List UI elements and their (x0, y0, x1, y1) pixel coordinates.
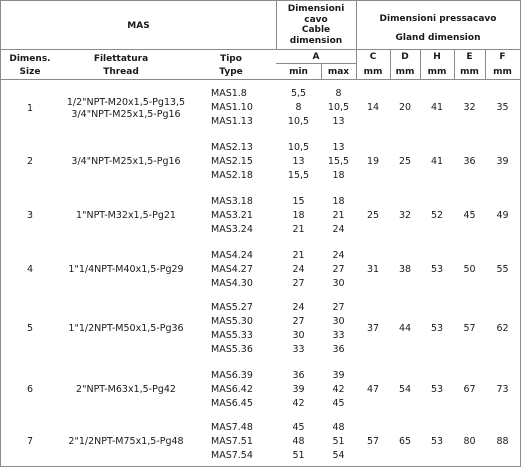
f-4: 55 (496, 264, 509, 275)
size-6: 6 (26, 384, 34, 395)
f-1: 35 (496, 102, 509, 113)
min-list-5: 24 27 30 33 (292, 302, 305, 355)
e-6: 67 (463, 384, 476, 395)
min-header: min (289, 67, 308, 77)
max-list-7: 48 51 54 (332, 422, 345, 461)
type-list-3: MAS3.18 MAS3.21 MAS3.24 (211, 196, 253, 235)
gland-dimension-header: Dimensioni pressacavo Gland dimension (379, 14, 497, 43)
type-list-2: MAS2.13 MAS2.15 MAS2.18 (211, 142, 253, 181)
size-7: 7 (26, 436, 34, 447)
max-list-4: 24 27 30 (332, 250, 345, 289)
e-5: 57 (463, 323, 476, 334)
size-header: Dimens. Size (9, 54, 51, 77)
thread-5: 1"1/2NPT-M50x1,5-Pg36 (68, 323, 184, 334)
min-list-4: 21 24 27 (292, 250, 305, 289)
c-5: 37 (366, 323, 380, 334)
e-2: 36 (463, 156, 476, 167)
max-header: max (327, 67, 350, 77)
h-2: 41 (430, 156, 444, 167)
max-list-1: 8 10,5 13 (327, 88, 350, 127)
type-header: Tipo Type (219, 54, 243, 77)
size-4: 4 (26, 264, 34, 275)
size-3: 3 (26, 210, 34, 221)
d-7: 65 (398, 436, 412, 447)
f-header: F (499, 52, 506, 62)
type-list-5: MAS5.27 MAS5.30 MAS5.33 MAS5.36 (211, 302, 253, 355)
c-3: 25 (366, 210, 380, 221)
type-list-6: MAS6.39 MAS6.42 MAS6.45 (211, 370, 253, 409)
c-header: C (369, 52, 377, 62)
e-unit: mm (460, 67, 479, 77)
h-5: 53 (430, 323, 444, 334)
c-unit: mm (363, 67, 383, 77)
d-unit: mm (395, 67, 415, 77)
e-7: 80 (463, 436, 476, 447)
thread-3: 1"NPT-M32x1,5-Pg21 (76, 210, 176, 221)
max-list-2: 13 15,5 18 (327, 142, 350, 181)
thread-4: 1"1/4NPT-M40x1,5-Pg29 (68, 264, 184, 275)
h-3: 52 (430, 210, 444, 221)
a-header: A (312, 52, 320, 62)
min-list-6: 36 39 42 (292, 370, 305, 409)
e-4: 50 (463, 264, 476, 275)
max-list-5: 27 30 33 36 (332, 302, 345, 355)
e-header: E (466, 52, 473, 62)
thread-6: 2"NPT-M63x1,5-Pg42 (76, 384, 176, 395)
max-list-3: 18 21 24 (332, 196, 345, 235)
f-6: 73 (496, 384, 509, 395)
size-1: 1 (26, 103, 34, 114)
d-header: D (401, 52, 409, 62)
c-4: 31 (366, 264, 380, 275)
size-5: 5 (26, 323, 34, 334)
h-4: 53 (430, 264, 444, 275)
c-1: 14 (366, 102, 380, 113)
f-unit: mm (493, 67, 512, 77)
h-unit: mm (427, 67, 447, 77)
min-list-7: 45 48 51 (292, 422, 305, 461)
size-2: 2 (26, 156, 34, 167)
max-list-6: 39 42 45 (332, 370, 345, 409)
d-4: 38 (398, 264, 412, 275)
thread-7: 2"1/2NPT-M75x1,5-Pg48 (68, 436, 184, 447)
min-list-3: 15 18 21 (292, 196, 305, 235)
h-7: 53 (430, 436, 444, 447)
d-5: 44 (398, 323, 412, 334)
mas-title: MAS (127, 21, 150, 31)
d-1: 20 (398, 102, 412, 113)
h-header: H (433, 52, 441, 62)
f-5: 62 (496, 323, 509, 334)
thread-1: 1/2"NPT-M20x1,5-Pg13,5 3/4"NPT-M25x1,5-Pg16 (66, 97, 186, 120)
thread-2: 3/4"NPT-M25x1,5-Pg16 (71, 156, 181, 167)
h-6: 53 (430, 384, 444, 395)
type-list-7: MAS7.48 MAS7.51 MAS7.54 (211, 422, 253, 461)
f-7: 88 (496, 436, 509, 447)
h-1: 41 (430, 102, 444, 113)
thread-header: Filettatura Thread (93, 54, 149, 77)
e-1: 32 (463, 102, 476, 113)
f-2: 39 (496, 156, 509, 167)
cable-dimension-header: Dimensioni cavo Cable dimension (287, 4, 345, 46)
e-3: 45 (463, 210, 476, 221)
c-6: 47 (366, 384, 380, 395)
c-2: 19 (366, 156, 380, 167)
d-6: 54 (398, 384, 412, 395)
f-3: 49 (496, 210, 509, 221)
type-list-4: MAS4.24 MAS4.27 MAS4.30 (211, 250, 253, 289)
c-7: 57 (366, 436, 380, 447)
d-2: 25 (398, 156, 412, 167)
min-list-2: 10,5 13 15,5 (287, 142, 310, 181)
min-list-1: 5,5 8 10,5 (287, 88, 310, 127)
d-3: 32 (398, 210, 412, 221)
type-list-1: MAS1.8 MAS1.10 MAS1.13 (211, 88, 253, 127)
